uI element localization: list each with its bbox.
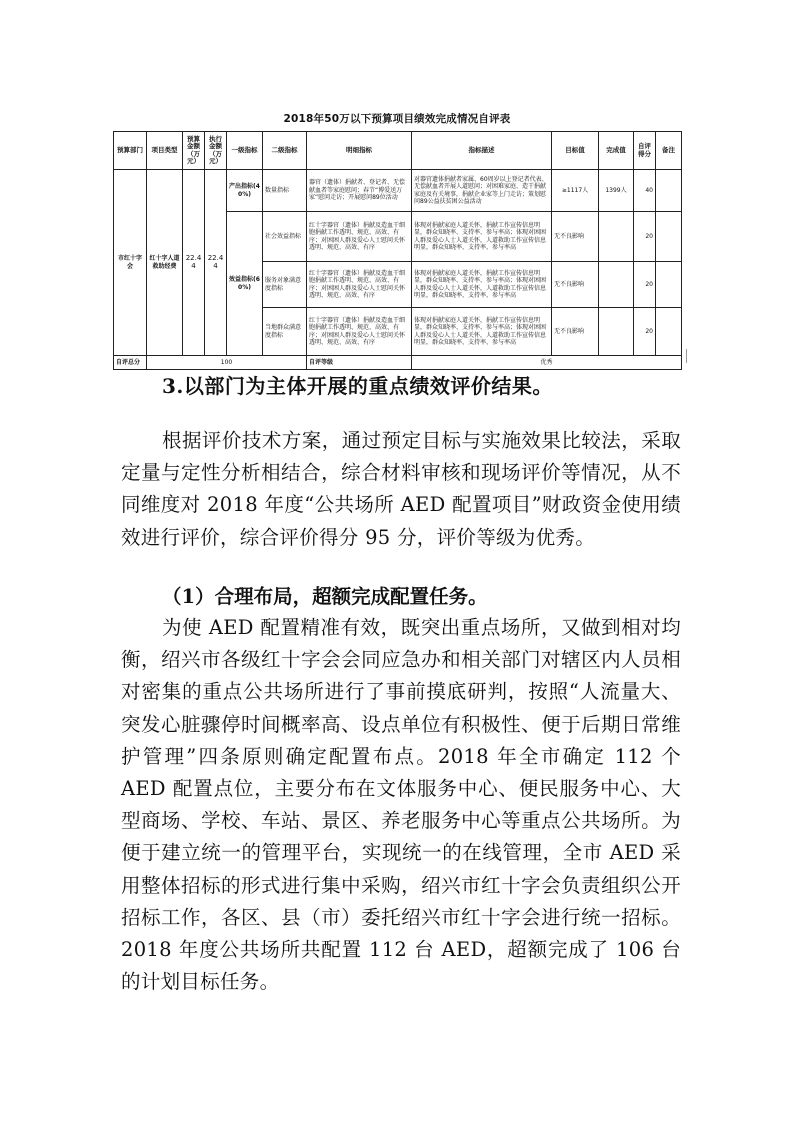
budget-cell: 22.44 — [183, 170, 205, 356]
desc-cell: 体现对捐献家庭人道关怀，捐献工作宣传信息明显，群众知晓率、支持率、参与率高；体现对困困人群及爱心人士人道关怀，人道救助工作宣传信息明显，群众知晓率、支持率、参与率高 — [412, 262, 552, 308]
dept-cell: 市红十字会 — [114, 170, 147, 356]
header-budget: 预算金额（万元） — [183, 132, 205, 170]
evaluation-table — [113, 131, 682, 370]
header-detail: 明细指标 — [307, 132, 412, 170]
target-cell: 无不良影响 — [552, 212, 599, 262]
detail-cell: 红十字器官（遗体）捐献及造血干细胞捐献工作透明、规范、高效、有序；对困困人群及爱心人士慰问关怀透明、规范、高效、有序 — [307, 262, 412, 308]
level2-cell: 社会效益指标 — [263, 212, 307, 262]
header-row — [114, 132, 682, 170]
header-level2: 二级指标 — [263, 132, 307, 170]
table-title: 2018年50万以下预算项目绩效完成情况自评表 — [283, 113, 511, 125]
desc-cell: 体现对捐献家庭人道关怀，捐献工作宣传信息明显，群众知晓率、支持率、参与率高；体现对困困人群及爱心人士人道关怀，人道救助工作宣传信息明显，群众知晓率、支持率、参与率高 — [412, 308, 552, 356]
note-cell — [656, 170, 682, 212]
score-cell: 20 — [634, 262, 656, 308]
level2-cell: 数量指标 — [263, 170, 307, 212]
paragraph-1: 根据评价技术方案，通过预定目标与实施效果比较法，采取定量与定性分析相结合，综合材料审核和现场评价等情况，从不同维度对 2018 年度“公共场所 AED 配置项目”财政资金使用绩效进行评价，综合评价得分 95 分，评价等级为优秀。 — [121, 429, 681, 549]
desc-cell: 对器官遗体捐献者家属、60周岁以上登记者代表、无偿献血者开展人道慰问；对困难家庭、造干捐献家庭及有关境事，捐献企业家等上门走访；策划慰问89公益扶贫困公益活动 — [412, 170, 552, 212]
target-cell: ≥1117人 — [552, 170, 599, 212]
executed-cell: 22.44 — [205, 170, 227, 356]
detail-cell: 器官（遗体）捐献者、登记者、无偿献血者等家庭慰问；春节“博爱送万家”慰问走访；开展慰问89位活动 — [307, 170, 412, 212]
header-executed: 执行金额（万元） — [205, 132, 227, 170]
header-level1: 一级指标 — [227, 132, 263, 170]
header-category: 项目类型 — [147, 132, 183, 170]
actual-cell — [599, 212, 634, 262]
note-cell — [656, 212, 682, 262]
level1-cell: 效益指标(60%) — [227, 212, 263, 356]
actual-cell: 1399人 — [599, 170, 634, 212]
desc-cell: 体现对捐献家庭人道关怀，捐献工作宣传信息明显，群众知晓率、支持率、参与率高；体现对困困人群及爱心人士人道关怀，人道救助工作宣传信息明显，群众知晓率、支持率、参与率高 — [412, 212, 552, 262]
level2-cell: 服务对象满意度指标 — [263, 262, 307, 308]
level1-cell: 产出指标(40%) — [227, 170, 263, 212]
target-cell: 无不良影响 — [552, 308, 599, 356]
actual-cell — [599, 308, 634, 356]
detail-cell: 红十字器官（遗体）捐献及造血干细胞捐献工作透明、规范、高效、有序；对困困人群及爱心人士慰问关怀透明、规范、高效、有序 — [307, 308, 412, 356]
header-score: 自评得分 — [634, 132, 656, 170]
edge-mark — [686, 349, 687, 363]
header-note: 备注 — [656, 132, 682, 170]
score-cell: 20 — [634, 212, 656, 262]
target-cell: 无不良影响 — [552, 262, 599, 308]
header-target: 目标值 — [552, 132, 599, 170]
header-desc: 指标描述 — [412, 132, 552, 170]
note-cell — [656, 308, 682, 356]
level2-cell: 当地群众满意度指标 — [263, 308, 307, 356]
total-score-label: 自评总分 — [114, 356, 147, 370]
header-actual: 完成值 — [599, 132, 634, 170]
paragraph-2: 为使 AED 配置精准有效，既突出重点场所，又做到相对均衡，绍兴市各级红十字会会同应急办和相关部门对辖区内人员相对密集的重点公共场所进行了事前摸底研判，按照“人流量大、突发心脏骤停时间概率高、设点单位有积极性、便于后期日常维护管理”四条原则确定配置布点。2018 年全市确定 112 个 AED 配置点位，主要分布在文体服务中心、便民服务中心、大型商场、学校、车站、景区、养老服务中心等重点公共场所。为便于建立统一的管理平台，实现统一的在线管理，全市 AED 采用整体招标的形式进行集中采购，绍兴市红十字会负责组织公开招标工作，各区、县（市）委托绍兴市红十字会进行统一招标。2018 年度公共场所共配置 112 台 AED，超额完成了 106 台的计划目标任务。 — [121, 616, 681, 994]
section-heading: 3.以部门为主体开展的重点绩效评价结果。 — [162, 374, 553, 398]
actual-cell — [599, 262, 634, 308]
score-cell: 20 — [634, 308, 656, 356]
score-cell: 40 — [634, 170, 656, 212]
grade-label: 自评等级 — [307, 356, 412, 370]
footer-row — [114, 356, 682, 370]
table-row — [114, 170, 682, 212]
header-dept: 预算部门 — [114, 132, 147, 170]
category-cell: 红十字人道救助经费 — [147, 170, 183, 356]
subheading-1: （1）合理布局，超额完成配置任务。 — [162, 585, 488, 608]
grade-value: 优秀 — [412, 356, 682, 370]
note-cell — [656, 262, 682, 308]
total-score-value: 100 — [147, 356, 307, 370]
detail-cell: 红十字器官（遗体）捐献及造血干细胞捐献工作透明、规范、高效、有序；对困困人群及爱心人士慰问关怀透明、规范、高效、有序 — [307, 212, 412, 262]
